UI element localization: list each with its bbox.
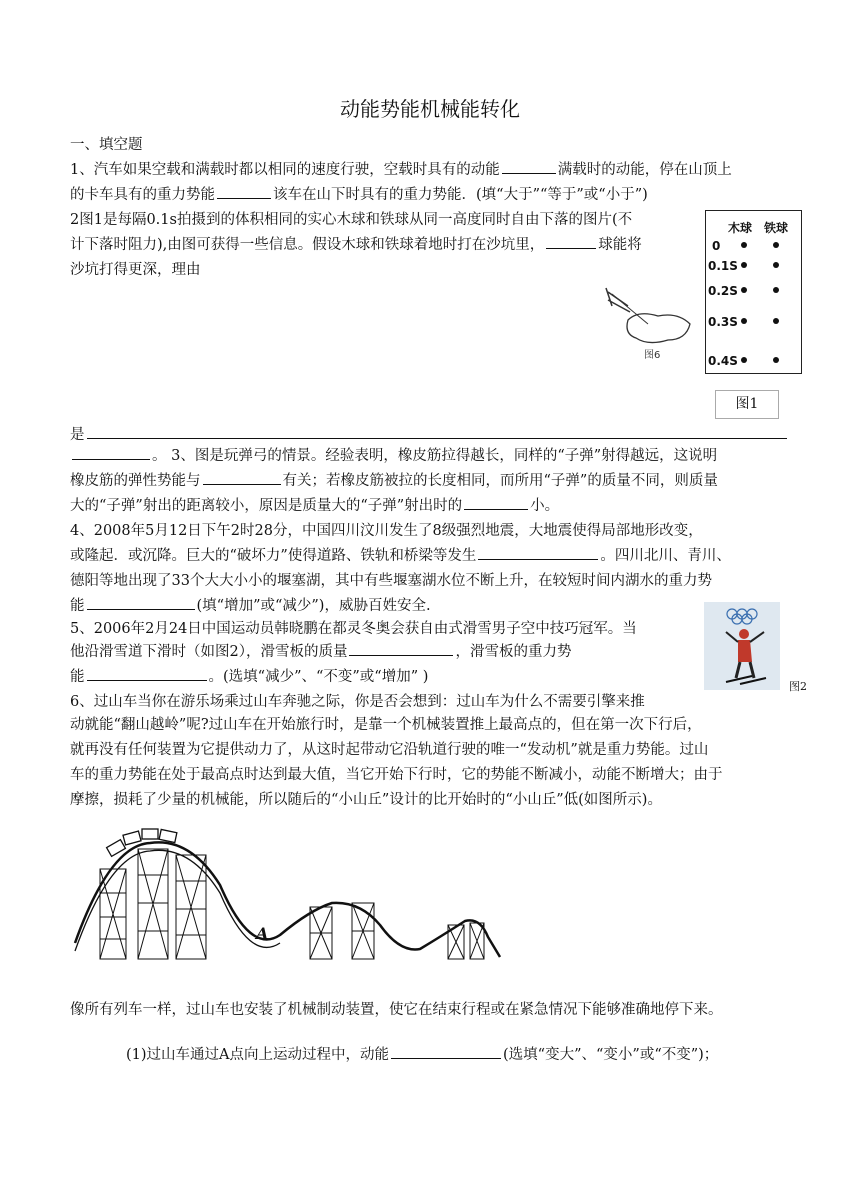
slingshot-figure xyxy=(598,280,698,364)
iron-ball xyxy=(773,287,779,293)
q4-line3: 德阳等地出现了33个大大小小的堰塞湖，其中有些堰塞湖水位不断上升，在较短时间内湖水的重力势 xyxy=(70,573,712,589)
q4-line1: 4、2008年5月12日下午2时28分，中国四川汶川发生了8级强烈地震，大地震使得局部地形改变， xyxy=(70,523,703,539)
skier-body xyxy=(738,640,752,662)
q2-line4: 是 xyxy=(70,423,789,444)
q2-line1: 2图1是每隔0.1s拍摄到的体积相同的实心木球和铁球从同一高度同时自由下落的图片(不 xyxy=(70,212,633,228)
coaster-track xyxy=(75,842,500,957)
q5-line1: 5、2006年2月24日中国运动员韩晓鹏在都灵冬奥会获自由式滑雪男子空中技巧冠军。当 xyxy=(70,621,637,637)
q2-line3: 沙坑打得更深，理由 xyxy=(70,262,201,278)
iron-ball xyxy=(773,357,779,363)
q4-line4: 能 (填“增加”或“减少”)，威胁百姓安全. xyxy=(70,594,431,615)
skier-head xyxy=(739,629,749,639)
q1-blank2[interactable] xyxy=(217,184,271,199)
q6-line6: 像所有列车一样，过山车也安装了机械制动装置，使它在结束行程或在紧急情况下能够准确地停下来。 xyxy=(70,1002,723,1018)
q6-line1: 6、过山车当你在游乐场乘过山车奔驰之际，你是否会想到：过山车为什么不需要引擎来推 xyxy=(70,694,645,710)
roller-coaster-figure xyxy=(70,825,510,965)
figure1-col-wood: 木球 xyxy=(728,221,753,235)
iron-ball xyxy=(773,242,779,248)
figure1-row-label: 0.1S xyxy=(708,259,738,273)
q2-line2: 计下落时阻力),由图可获得一些信息。假设木球和铁球着地时打在沙坑里， 球能将 xyxy=(70,233,642,254)
q6-sub1: (1)过山车通过A点向上运动过程中，动能 (选填“变大”、“变小”或“不变”)； xyxy=(126,1043,718,1064)
q6-blank1[interactable] xyxy=(391,1044,501,1059)
q3-line3: 大的“子弹”射出的距离较小，原因是质量大的“子弹”射出时的 小。 xyxy=(70,494,559,515)
figure1-caption: 图1 xyxy=(715,390,779,419)
figure1-row-label: 0.2S xyxy=(708,284,738,298)
slingshot-frame xyxy=(606,288,630,312)
q3-blank1[interactable] xyxy=(203,470,281,485)
wood-ball xyxy=(741,262,747,268)
iron-ball xyxy=(773,318,779,324)
section-heading: 一、填空题 xyxy=(70,137,143,153)
wood-ball xyxy=(741,357,747,363)
wood-ball xyxy=(741,287,747,293)
iron-ball xyxy=(773,262,779,268)
q3-line1: 。 3、图是玩弹弓的情景。经验表明，橡皮筋拉得越长，同样的“子弹”射得越远，这说明 xyxy=(70,444,717,465)
wood-ball xyxy=(741,242,747,248)
figure1-row-label: 0.3S xyxy=(708,315,738,329)
q1-line1: 1、汽车如果空载和满载时都以相同的速度行驶，空载时具有的动能 满载时的动能，停在山顶上 xyxy=(70,158,732,179)
page-title: 动能势能机械能转化 xyxy=(340,97,520,121)
q2-blank3[interactable] xyxy=(72,445,150,460)
q1-line2: 的卡车具有的重力势能 该车在山下时具有的重力势能．(填“大于”“等于”或“小于”) xyxy=(70,183,648,204)
point-a-label: A xyxy=(256,924,269,943)
coaster-track-inner xyxy=(75,850,280,951)
wood-ball xyxy=(741,318,747,324)
q6-line4: 车的重力势能在处于最高点时达到最大值，当它开始下行时，它的势能不断减小，动能不断增大；由于 xyxy=(70,767,723,783)
q1-blank1[interactable] xyxy=(502,159,556,174)
figure1-col-iron: 铁球 xyxy=(764,221,789,235)
q3-line2: 橡皮筋的弹性势能与 有关；若橡皮筋被拉的长度相同，而所用“子弹”的质量不同，则质量 xyxy=(70,469,718,490)
q4-blank1[interactable] xyxy=(478,545,598,560)
skier-figure xyxy=(704,602,780,690)
figure1-row-label: 0 xyxy=(712,239,721,253)
coaster-trestles xyxy=(100,849,484,959)
q2-blank2[interactable] xyxy=(87,424,787,439)
q5-line2: 他沿滑雪道下滑时（如图2），滑雪板的质量 ，滑雪板的重力势 xyxy=(70,640,571,661)
q6-line5: 摩擦，损耗了少量的机械能，所以随后的“小山丘”设计的比开始时的“小山丘”低(如图所示)。 xyxy=(70,792,662,808)
q4-line2: 或隆起．或沉降。巨大的“破坏力”使得道路、铁轨和桥梁等发生 。四川北川、青川、 xyxy=(70,544,731,565)
q5-line3: 能 。(选填“减少”、“不变”或“增加” ) xyxy=(70,665,428,686)
q4-blank2[interactable] xyxy=(87,595,195,610)
q6-line3: 就再没有任何装置为它提供动力了，从这时起带动它沿轨道行驶的唯一“发动机”就是重力势能。过山 xyxy=(70,742,709,758)
figure1-balls xyxy=(706,211,801,373)
figure1-falling-balls xyxy=(705,210,802,374)
q5-blank2[interactable] xyxy=(87,666,207,681)
q3-blank2[interactable] xyxy=(464,495,528,510)
figure1-row-label: 0.4S xyxy=(708,354,738,368)
q2-blank1[interactable] xyxy=(546,234,596,249)
figure2-caption: 图2 xyxy=(789,680,807,693)
figure6-caption: 图6 xyxy=(644,350,661,361)
q5-blank1[interactable] xyxy=(349,641,453,656)
rubber-band xyxy=(612,294,648,324)
hand-outline xyxy=(627,314,690,343)
q6-line2: 动就能“翻山越岭”呢?过山车在开始旅行时，是靠一个机械装置推上最高点的，但在第一次下行后， xyxy=(70,717,702,733)
